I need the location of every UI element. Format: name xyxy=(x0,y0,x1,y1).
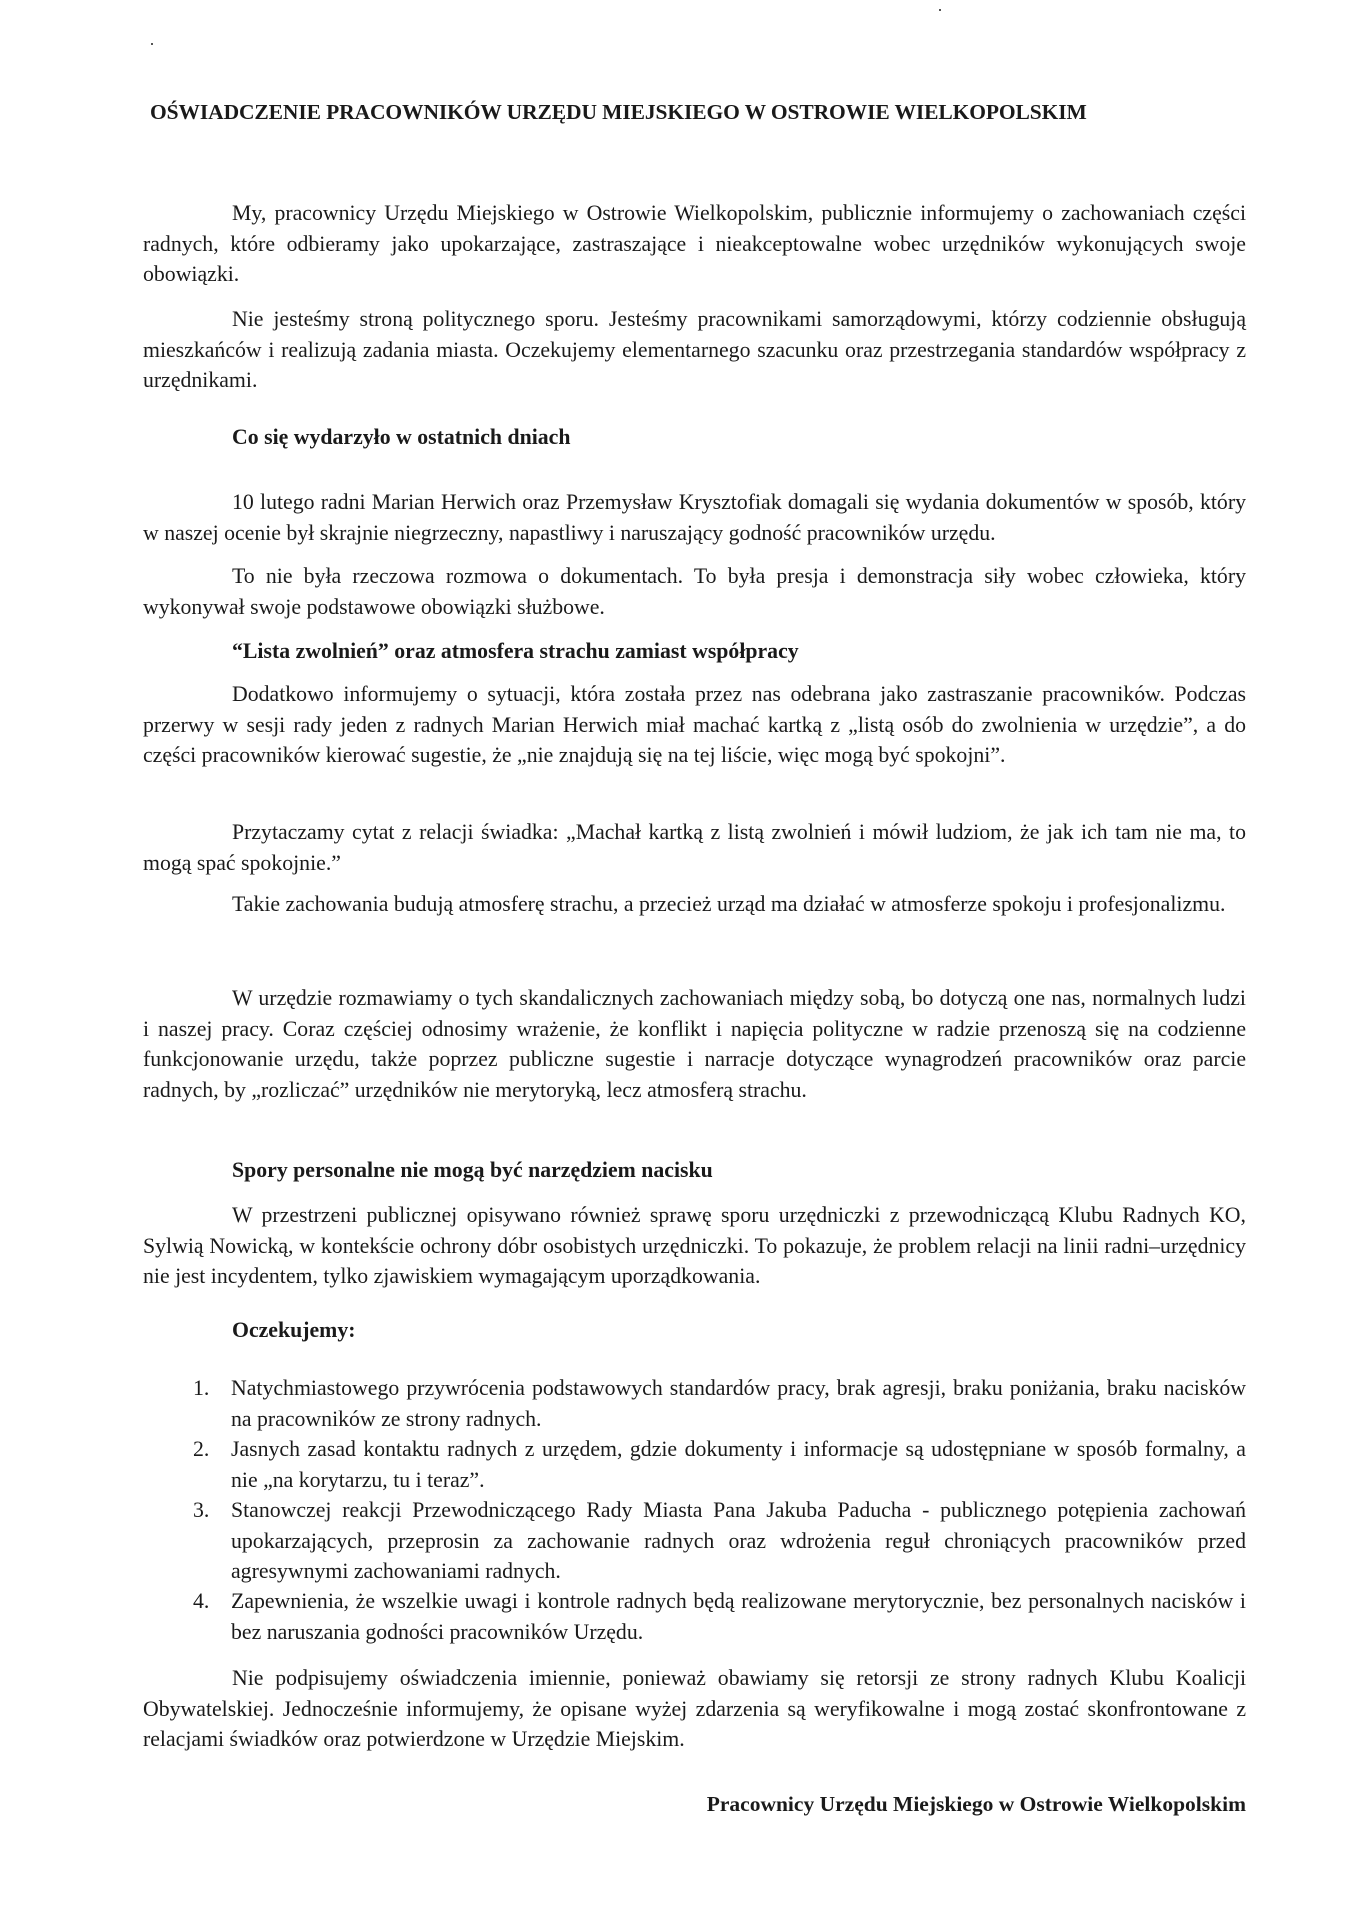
heading-expect: Oczekujemy: xyxy=(232,1318,356,1342)
paragraph-intimidation: Dodatkowo informujemy o sytuacji, która została przez nas odebrana jako zastraszanie pracowników. Podczas przerwy w sesji rady jeden z radnych Marian Herwich miał machać kartką z „listą osób do zwolnienia w urzędzie”, a do części pracowników kierować sugestie, że „nie znajdują się na tej liście, więc mogą być spokojni”. xyxy=(143,682,1246,767)
demand-item xyxy=(193,1434,1246,1495)
demand-text: Zapewnienia, że wszelkie uwagi i kontrole radnych będą realizowane merytorycznie, bez personalnych nacisków i bez naruszania godności pracowników Urzędu. xyxy=(231,1589,1246,1644)
heading-disputes: Spory personalne nie mogą być narzędziem nacisku xyxy=(232,1158,713,1182)
signature: Pracownicy Urzędu Miejskiego w Ostrowie Wielkopolskim xyxy=(706,1792,1246,1816)
paragraph-intro: My, pracownicy Urzędu Miejskiego w Ostrowie Wielkopolskim, publicznie informujemy o zachowaniach części radnych, które odbieramy jako upokarzające, zastraszające i nieakceptowalne wobec urzędników wykonujących swoje obowiązki. xyxy=(143,201,1246,286)
paragraph-not-party: Nie jesteśmy stroną politycznego sporu. Jesteśmy pracownikami samorządowymi, którzy codziennie obsługują mieszkańców i realizują zadania miasta. Oczekujemy elementarnego szacunku oraz przestrzegania standardów współpracy z urzędnikami. xyxy=(143,307,1246,392)
demand-text: Stanowczej reakcji Przewodniczącego Rady Miasta Pana Jakuba Paducha - publicznego potępienia zachowań upokarzających, przeprosin za zachowanie radnych oraz wdrożenia reguł chroniących pracowników przed agresywnymi zachowaniami radnych. xyxy=(231,1498,1246,1583)
scan-speck xyxy=(939,9,941,11)
paragraph-feb10: 10 lutego radni Marian Herwich oraz Przemysław Krysztofiak domagali się wydania dokumentów w sposób, który w naszej ocenie był skrajnie niegrzeczny, napastliwy i naruszający godność pracowników urzędu. xyxy=(143,490,1246,545)
heading-events: Co się wydarzyło w ostatnich dniach xyxy=(232,425,571,449)
demand-number: 2. xyxy=(193,1437,210,1461)
demand-item xyxy=(193,1586,1246,1647)
scan-speck xyxy=(151,43,153,45)
demand-number: 1. xyxy=(193,1376,210,1400)
document-title: OŚWIADCZENIE PRACOWNIKÓW URZĘDU MIEJSKIEGO W OSTROWIE WIELKOPOLSKIM xyxy=(150,100,1087,124)
demand-item xyxy=(193,1373,1246,1434)
demand-number: 4. xyxy=(193,1589,210,1613)
paragraph-quote: Przytaczamy cytat z relacji świadka: „Machał kartką z listą zwolnień i mówił ludziom, że jak ich tam nie ma, to mogą spać spokojnie.” xyxy=(143,820,1246,875)
demand-item xyxy=(193,1495,1246,1587)
demand-text: Natychmiastowego przywrócenia podstawowych standardów pracy, brak agresji, braku poniżania, braku nacisków na pracowników ze strony radnych. xyxy=(231,1376,1246,1431)
paragraph-dispute: W przestrzeni publicznej opisywano również sprawę sporu urzędniczki z przewodniczącą Klubu Radnych KO, Sylwią Nowicką, w kontekście ochrony dóbr osobistych urzędniczki. To pokazuje, że problem relacji na linii radni–urzędnicy nie jest incydentem, tylko zjawiskiem wymagającym uporządkowania. xyxy=(143,1203,1246,1288)
paragraph-pressure: To nie była rzeczowa rozmowa o dokumentach. To była presja i demonstracja siły wobec człowieka, który wykonywał swoje podstawowe obowiązki służbowe. xyxy=(143,564,1246,619)
paragraph-discussion: W urzędzie rozmawiamy o tych skandalicznych zachowaniach między sobą, bo dotyczą one nas, normalnych ludzi i naszej pracy. Coraz częściej odnosimy wrażenie, że konflikt i napięcia polityczne w radzie przenoszą się na codzienne funkcjonowanie urzędu, także poprzez publiczne sugestie i narracje dotyczące wynagrodzeń pracowników oraz parcie radnych, by „rozliczać” urzędników nie merytoryką, lecz atmosferą strachu. xyxy=(143,986,1246,1102)
paragraph-anonymous: Nie podpisujemy oświadczenia imiennie, ponieważ obawiamy się retorsji ze strony radnych Klubu Koalicji Obywatelskiej. Jednocześnie informujemy, że opisane wyżej zdarzenia są weryfikowalne i mogą zostać skonfrontowane z relacjami świadków oraz potwierdzone w Urzędzie Miejskim. xyxy=(143,1666,1246,1751)
demand-number: 3. xyxy=(193,1498,210,1522)
heading-list: “Lista zwolnień” oraz atmosfera strachu zamiast współpracy xyxy=(232,639,799,663)
paragraph-atmosphere: Takie zachowania budują atmosferę strachu, a przecież urząd ma działać w atmosferze spokoju i profesjonalizmu. xyxy=(232,892,1226,916)
demand-text: Jasnych zasad kontaktu radnych z urzędem, gdzie dokumenty i informacje są udostępniane w sposób formalny, a nie „na korytarzu, tu i teraz”. xyxy=(231,1437,1246,1492)
